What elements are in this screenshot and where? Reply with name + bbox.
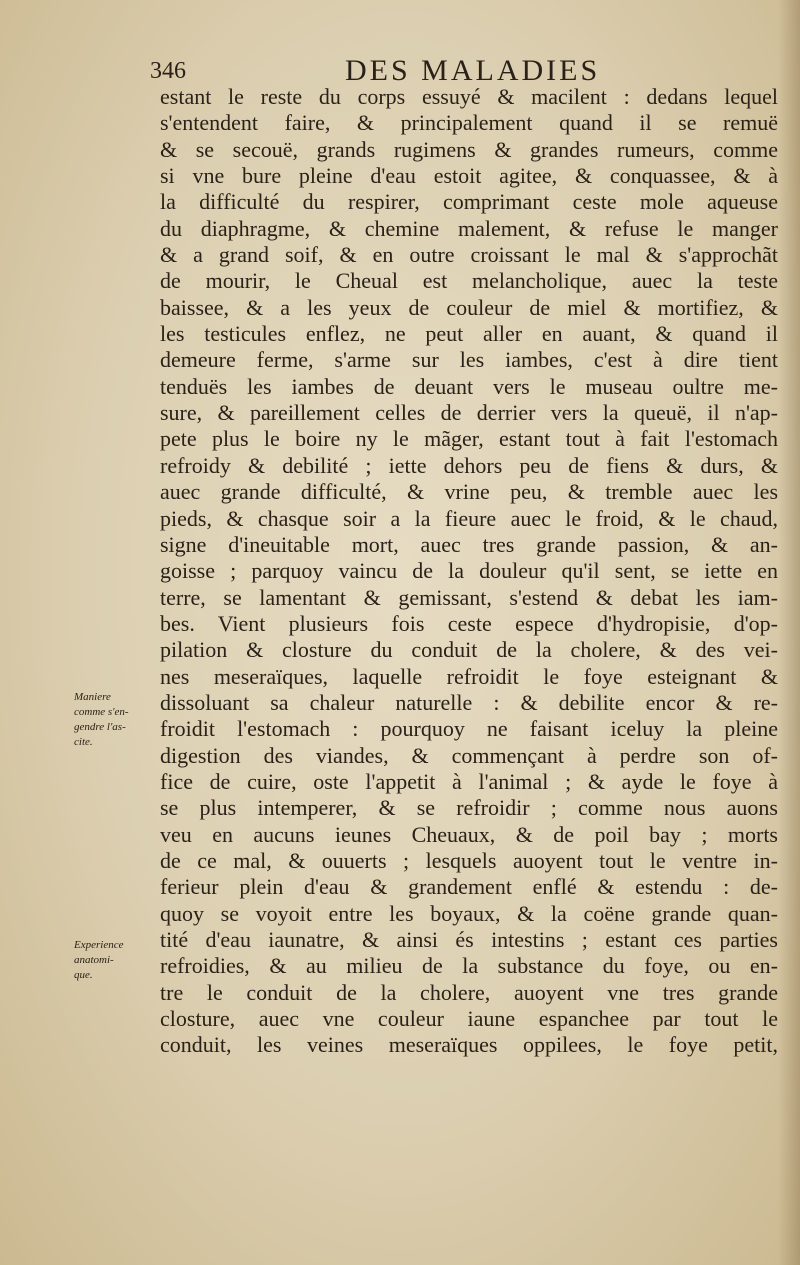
page-number: 346	[150, 58, 186, 84]
margin-note-line: que.	[74, 969, 93, 981]
text-line: baissee, & a les yeux de couleur de miel & mortifiez, &	[160, 294, 778, 320]
text-line: quoy se voyoit entre les boyaux, & la coëne grande quan-	[160, 900, 778, 926]
text-line: conduit, les veines meseraïques oppilees, le foye petit,	[160, 1032, 778, 1058]
text-line: pieds, & chasque soir a la fieure auec le froid, & le chaud,	[160, 505, 778, 531]
text-line: & a grand soif, & en outre croissant le mal & s'approchãt	[160, 242, 778, 268]
running-title: DES MALADIES	[345, 54, 601, 87]
margin-note-experience	[74, 938, 154, 983]
text-line: la difficulté du respirer, comprimant ceste mole aqueuse	[160, 189, 778, 215]
margin-note-line: comme s'en-	[74, 706, 129, 718]
text-line: les testicules enflez, ne peut aller en auant, & quand il	[160, 321, 778, 347]
margin-note-line: Experience	[74, 939, 124, 951]
text-line: auec grande difficulté, & vrine peu, & tremble auec les	[160, 479, 778, 505]
text-line: du diaphragme, & chemine malement, & refuse le manger	[160, 215, 778, 241]
text-line: sure, & pareillement celles de derrier vers la queuë, il n'ap-	[160, 400, 778, 426]
text-line: se plus intemperer, & se refroidir ; comme nous auons	[160, 795, 778, 821]
text-line: tenduës les iambes de deuant vers le museau oultre me-	[160, 373, 778, 399]
text-line: de mourir, le Cheual est melancholique, auec la teste	[160, 268, 778, 294]
text-line: de ce mal, & ouuerts ; lesquels auoyent tout le ventre in-	[160, 847, 778, 873]
text-line: estant le reste du corps essuyé & macilent : dedans lequel	[160, 84, 778, 109]
text-line: refroidy & debilité ; iette dehors peu de fiens & durs, &	[160, 452, 778, 478]
margin-note-ascite	[74, 690, 154, 750]
text-line: pete plus le boire ny le mãger, estant tout à fait l'estomach	[160, 426, 778, 452]
text-line: closture, auec vne couleur iaune espanchee par tout le	[160, 1006, 778, 1032]
text-line: dissoluant sa chaleur naturelle : & debilite encor & re-	[160, 689, 778, 715]
text-line: nes meseraïques, laquelle refroidit le foye esteignant &	[160, 663, 778, 689]
margin-note-line: cite.	[74, 736, 93, 748]
margin-note-line: anatomi-	[74, 954, 114, 966]
text-line: terre, se lamentant & gemissant, s'estend & debat les iam-	[160, 584, 778, 610]
text-line: refroidies, & au milieu de la substance du foye, ou en-	[160, 953, 778, 979]
text-line: pilation & closture du conduit de la cholere, & des vei-	[160, 637, 778, 663]
margin-note-line: Maniere	[74, 691, 111, 703]
margin-note-line: gendre l'as-	[74, 721, 126, 733]
text-line: tité d'eau iaunatre, & ainsi és intestins ; estant ces parties	[160, 927, 778, 952]
text-line: froidit l'estomach : pourquoy ne faisant iceluy la pleine	[160, 716, 778, 742]
text-line: tre le conduit de la cholere, auoyent vne tres grande	[160, 979, 778, 1005]
text-line: fice de cuire, oste l'appetit à l'animal ; & ayde le foye à	[160, 768, 778, 794]
text-line: goisse ; parquoy vaincu de la douleur qu'il sent, se iette en	[160, 558, 778, 584]
text-line: bes. Vient plusieurs fois ceste espece d'hydropisie, d'op-	[160, 610, 778, 636]
page-gutter-shadow	[778, 0, 800, 1265]
text-line: s'entendent faire, & principalement quand il se remuë	[160, 110, 778, 136]
text-line: veu en aucuns ieunes Cheuaux, & de poil bay ; morts	[160, 821, 778, 847]
body-text	[160, 84, 778, 1059]
text-line: digestion des viandes, & commençant à perdre son of-	[160, 742, 778, 768]
text-line: si vne bure pleine d'eau estoit agitee, & conquassee, & à	[160, 163, 778, 189]
text-line: & se secouë, grands rugimens & grandes rumeurs, comme	[160, 136, 778, 162]
text-line: signe d'ineuitable mort, auec tres grande passion, & an-	[160, 531, 778, 557]
text-line: demeure ferme, s'arme sur les iambes, c'est à dire tient	[160, 347, 778, 373]
text-line: ferieur plein d'eau & grandement enflé & estendu : de-	[160, 874, 778, 900]
